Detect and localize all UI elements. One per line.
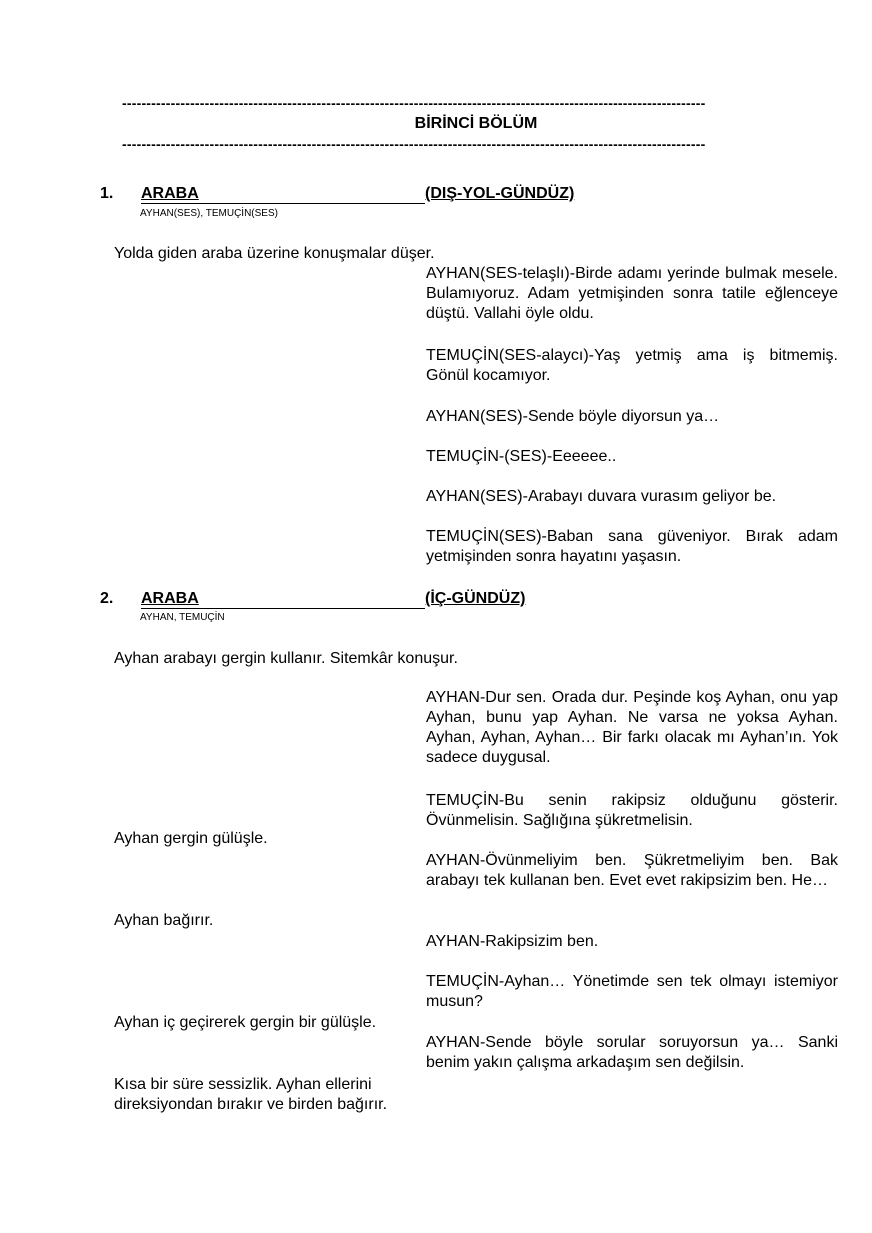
scene-1-dialogue-5: AYHAN(SES)-Arabayı duvara vurasım geliyor be. [426, 488, 777, 505]
scene-1-time: (DIŞ-YOL-GÜNDÜZ) [425, 185, 575, 202]
scene-2-heading-rule [141, 608, 425, 609]
scene-1-heading-rule [141, 203, 425, 204]
scene-2-action-3: Ayhan bağırır. [114, 912, 214, 929]
scene-2-dialogue-4: AYHAN-Rakipsizim ben. [426, 933, 599, 950]
scene-2-location: ARABA [141, 590, 199, 607]
scene-1-dialogue-3: AYHAN(SES)-Sende böyle diyorsun ya… [426, 408, 720, 425]
scene-2-action-4: Ayhan iç geçirerek gergin bir gülüşle. [114, 1014, 377, 1031]
scene-2-action-2: Ayhan gergin gülüşle. [114, 830, 268, 847]
scene-1-dialogue-4: TEMUÇİN-(SES)-Eeeeee.. [426, 448, 617, 465]
scene-2-characters: AYHAN, TEMUÇİN [140, 612, 225, 623]
scene-1-number: 1. [100, 185, 114, 202]
top-divider: ------------------------------------------------------------------------------------------------------------------------ [122, 96, 706, 110]
scene-1-dialogue-6: TEMUÇİN(SES)-Baban sana güveniyor. Bırak adam yetmişinden sonra hayatını yaşasın. [426, 528, 838, 565]
scene-2-time: (İÇ-GÜNDÜZ) [425, 590, 526, 607]
bottom-divider: ------------------------------------------------------------------------------------------------------------------------ [122, 137, 706, 151]
scene-2-dialogue-3: AYHAN-Övünmeliyim ben. Şükretmeliyim ben. Bak arabayı tek kullanan ben. Evet evet rakipsizim ben. He… [426, 852, 838, 889]
scene-2-dialogue-6: AYHAN-Sende böyle sorular soruyorsun ya… Sanki benim yakın çalışma arkadaşım sen değilsin. [426, 1034, 838, 1071]
scene-2-dialogue-5: TEMUÇİN-Ayhan… Yönetimde sen tek olmayı istemiyor musun? [426, 973, 838, 1010]
scene-2-action-5: Kısa bir süre sessizlik. Ayhan ellerini direksiyondan bırakır ve birden bağırır. [114, 1076, 388, 1113]
scene-1-dialogue-2: TEMUÇİN(SES-alaycı)-Yaş yetmiş ama iş bitmemiş. Gönül kocamıyor. [426, 347, 838, 384]
scene-1-location: ARABA [141, 185, 199, 202]
scene-1-action-1: Yolda giden araba üzerine konuşmalar düşer. [114, 245, 435, 262]
scene-2-dialogue-2: TEMUÇİN-Bu senin rakipsiz olduğunu gösterir. Övünmelisin. Sağlığına şükretmelisin. [426, 792, 838, 829]
scene-2-dialogue-1: AYHAN-Dur sen. Orada dur. Peşinde koş Ayhan, onu yap Ayhan, bunu yap Ayhan. Ne varsa ne yoksa Ayhan. Ayhan, Ayhan, Ayhan… Bir farkı olacak mı Ayhan’ın. Yok sadece duygusal. [426, 689, 838, 766]
chapter-title: BİRİNCİ BÖLÜM [414, 115, 538, 132]
scene-2-number: 2. [100, 590, 114, 607]
scene-1-dialogue-1: AYHAN(SES-telaşlı)-Birde adamı yerinde bulmak mesele. Bulamıyoruz. Adam yetmişinden sonra tatile eğlenceye düştü. Vallahi öyle oldu. [426, 265, 838, 322]
scene-2-action-1: Ayhan arabayı gergin kullanır. Sitemkâr konuşur. [114, 650, 458, 667]
scene-1-characters: AYHAN(SES), TEMUÇİN(SES) [140, 208, 278, 219]
